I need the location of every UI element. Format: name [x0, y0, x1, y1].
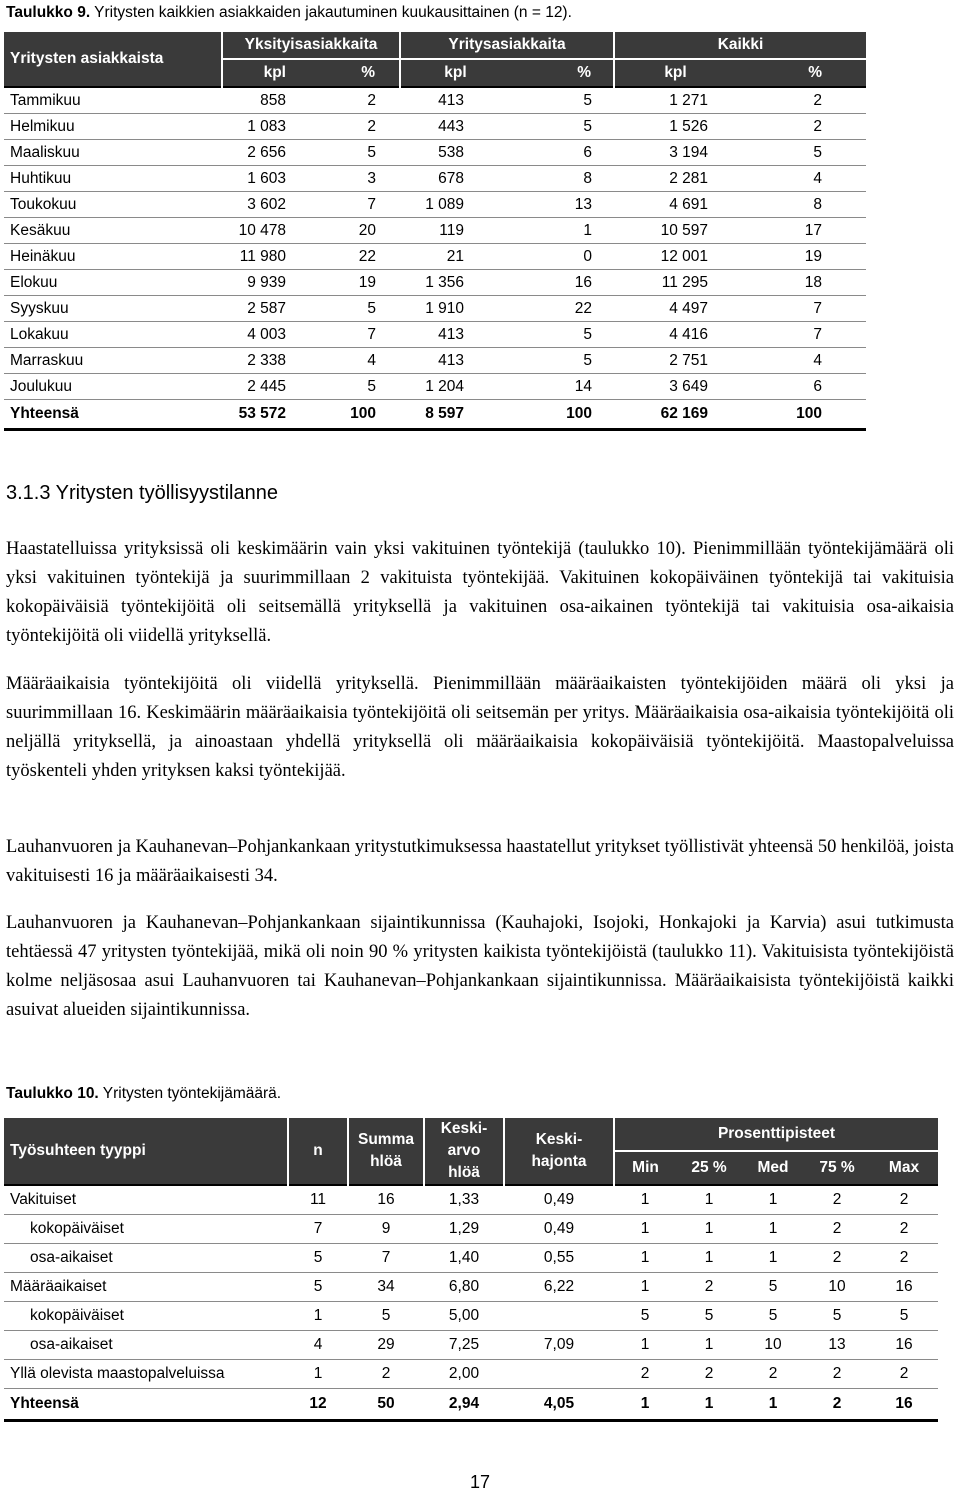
table-cell: 5	[676, 1302, 742, 1331]
table-cell: 2	[736, 87, 866, 114]
table-cell: 10	[742, 1331, 804, 1360]
table-cell: 14	[510, 374, 614, 400]
table-cell: 3 602	[222, 192, 296, 218]
table-cell: 538	[400, 140, 510, 166]
employees-table	[4, 1118, 938, 1422]
paragraph-2: Määräaikaisia työntekijöitä oli viidellä yrityksellä. Pienimmillään määräaikaisten työntekijöiden määrä oli yksi ja suurimmillaan 16. Keskimäärin määräaikaisia työntekijöitä oli seitsemän per yritys. Määräaikaisia osa-aikaisia työntekijöitä oli neljällä yrityksellä, ja ainoastaan yhdellä yrityksellä oli määräaikaisia kokopäiväisiä työntekijöitä. Maastopalveluissa työskenteli yhden yrityksen kaksi työntekijää.	[6, 674, 954, 781]
table-cell: 1	[676, 1215, 742, 1244]
header-type: Työsuhteen tyyppi	[4, 1118, 288, 1185]
row-label: Vakituiset	[4, 1185, 288, 1215]
table9-caption	[6, 4, 572, 22]
table-cell: 2	[676, 1360, 742, 1389]
table-cell: 1 910	[400, 296, 510, 322]
row-label: osa-aikaiset	[4, 1331, 288, 1360]
table-cell: 7	[348, 1244, 424, 1273]
table-row	[4, 348, 866, 374]
row-label: Huhtikuu	[4, 166, 222, 192]
table-cell: 5	[870, 1302, 938, 1331]
table-cell: 5	[742, 1273, 804, 1302]
row-label: kokopäiväiset	[4, 1215, 288, 1244]
table-cell: 50	[348, 1389, 424, 1421]
table-cell: 1,29	[424, 1215, 504, 1244]
table-cell: 5	[614, 1302, 676, 1331]
header-max: Max	[870, 1151, 938, 1185]
table-cell: 1,40	[424, 1244, 504, 1273]
group-header-business: Yritysasiakkaita	[400, 32, 614, 59]
table-cell: 5	[288, 1244, 348, 1273]
table-row	[4, 1273, 938, 1302]
table-cell: 5	[510, 348, 614, 374]
table-cell: 0,55	[504, 1244, 614, 1273]
header-med: Med	[742, 1151, 804, 1185]
table-cell: 3 194	[614, 140, 736, 166]
row-label: Määräaikaiset	[4, 1273, 288, 1302]
group-header-all: Kaikki	[614, 32, 866, 59]
table-cell: 2	[804, 1215, 870, 1244]
table-cell: 1 271	[614, 87, 736, 114]
table-cell: 1 603	[222, 166, 296, 192]
table-cell: 1	[614, 1244, 676, 1273]
table-cell: 19	[296, 270, 400, 296]
table-cell: 34	[348, 1273, 424, 1302]
paragraph-1: Haastatelluissa yrityksissä oli keskimäärin vain yksi vakituinen työntekijä (taulukko 10). Pienimmillään työntekijämäärä oli yksi vakituinen työntekijä ja suurimmillaan 2 vakituista työntekijää. Vakituinen kokopäiväinen työntekijä tai vakituisia kokopäiväisiä työntekijöitä oli seitsemällä yrityksellä ja vakituinen osa-aikainen työntekijä tai vakituisia osa-aikaisia työntekijöitä oli viidellä yrityksellä.	[6, 539, 954, 646]
table-cell: 6,22	[504, 1273, 614, 1302]
paragraph-4: Lauhanvuoren ja Kauhanevan–Pohjankankaan sijaintikunnissa (Kauhajoki, Isojoki, Honkajoki ja Karvia) asui tutkimusta tehtäessä 47 yritysten työntekijää, mikä oli noin 90 % yritysten kaikista työntekijöistä (taulukko 11). Vakituisista työntekijöistä kolme neljäsosaa asui Lauhanvuoren tai Kauhanevan–Pohjankankaan sijaintikunnissa. Määräaikaisista työntekijöistä kaikki asuivat alueiden sijaintikunnissa.	[6, 913, 954, 1020]
row-label: Heinäkuu	[4, 244, 222, 270]
row-label: kokopäiväiset	[4, 1302, 288, 1331]
table-cell: 9 939	[222, 270, 296, 296]
table-cell: 4	[288, 1331, 348, 1360]
table-cell: 6	[510, 140, 614, 166]
table-cell: 858	[222, 87, 296, 114]
table-row	[4, 218, 866, 244]
table-cell: 5	[296, 374, 400, 400]
table-cell: 2,00	[424, 1360, 504, 1389]
table-cell: 1	[742, 1185, 804, 1215]
subheader-pct: %	[510, 59, 614, 87]
table-cell: 1	[288, 1360, 348, 1389]
table-cell: 6	[736, 374, 866, 400]
table-cell: 1	[742, 1389, 804, 1421]
table-cell: 4	[296, 348, 400, 374]
table-cell: 4 416	[614, 322, 736, 348]
table-cell: 2	[870, 1244, 938, 1273]
row-label: Elokuu	[4, 270, 222, 296]
table-cell: 2	[296, 87, 400, 114]
table-cell: 16	[348, 1185, 424, 1215]
table-cell: 4	[736, 348, 866, 374]
header-q25: 25 %	[676, 1151, 742, 1185]
table-cell: 2	[870, 1360, 938, 1389]
page-number: 17	[470, 1472, 491, 1492]
table-row	[4, 374, 866, 400]
table-cell: 22	[296, 244, 400, 270]
table10-caption-text: Yritysten työntekijämäärä.	[98, 1085, 282, 1102]
table-row	[4, 1331, 938, 1360]
table-cell: 413	[400, 87, 510, 114]
table-cell: 11 295	[614, 270, 736, 296]
table-cell: 16	[870, 1331, 938, 1360]
table-cell	[504, 1302, 614, 1331]
table-cell: 2,94	[424, 1389, 504, 1421]
table-cell: 1	[676, 1389, 742, 1421]
table-cell: 1	[288, 1302, 348, 1331]
table-cell: 100	[296, 400, 400, 430]
group-header-private: Yksityisasiakkaita	[222, 32, 400, 59]
table-cell: 7,25	[424, 1331, 504, 1360]
table-cell: 2	[614, 1360, 676, 1389]
table-cell: 12 001	[614, 244, 736, 270]
table-cell: 100	[510, 400, 614, 430]
table10-caption	[6, 1085, 281, 1103]
table-cell: 53 572	[222, 400, 296, 430]
total-row	[4, 1389, 938, 1421]
table-row	[4, 1185, 938, 1215]
table-cell: 1	[614, 1273, 676, 1302]
table-cell: 5	[742, 1302, 804, 1331]
table-cell: 5	[804, 1302, 870, 1331]
table-cell: 7	[736, 296, 866, 322]
table-cell: 1	[614, 1331, 676, 1360]
row-label: Yllä olevista maastopalveluissa	[4, 1360, 288, 1389]
header-n: n	[288, 1118, 348, 1185]
table-cell: 119	[400, 218, 510, 244]
table-cell: 2	[804, 1360, 870, 1389]
table-row	[4, 1244, 938, 1273]
table-cell: 10 478	[222, 218, 296, 244]
table-cell: 1	[614, 1215, 676, 1244]
table-cell: 5,00	[424, 1302, 504, 1331]
row-label: Syyskuu	[4, 296, 222, 322]
header-mean: Keski-arvo hlöä	[424, 1118, 504, 1185]
table-cell: 4,05	[504, 1389, 614, 1421]
table-cell: 21	[400, 244, 510, 270]
table-row	[4, 87, 866, 114]
row-label: Tammikuu	[4, 87, 222, 114]
table-row	[4, 1360, 938, 1389]
subheader-pct: %	[736, 59, 866, 87]
table-cell: 2	[870, 1185, 938, 1215]
table-cell: 9	[348, 1215, 424, 1244]
table-cell: 7,09	[504, 1331, 614, 1360]
table-cell: 413	[400, 348, 510, 374]
table-cell: 4 691	[614, 192, 736, 218]
table-cell: 1,33	[424, 1185, 504, 1215]
table-row	[4, 1215, 938, 1244]
table-cell: 2 445	[222, 374, 296, 400]
table-cell: 5	[348, 1302, 424, 1331]
table-cell: 11 980	[222, 244, 296, 270]
header-min: Min	[614, 1151, 676, 1185]
table-cell: 4	[736, 166, 866, 192]
table-row	[4, 296, 866, 322]
table-cell: 5	[510, 322, 614, 348]
table-cell: 0	[510, 244, 614, 270]
table-cell: 12	[288, 1389, 348, 1421]
table-cell: 2	[296, 114, 400, 140]
total-row	[4, 400, 866, 430]
table-cell: 1 089	[400, 192, 510, 218]
row-label: osa-aikaiset	[4, 1244, 288, 1273]
table-cell: 13	[804, 1331, 870, 1360]
table-cell	[504, 1360, 614, 1389]
section-heading: 3.1.3 Yritysten työllisyystilanne	[6, 482, 278, 504]
table-cell: 0,49	[504, 1185, 614, 1215]
table-row	[4, 166, 866, 192]
table-cell: 11	[288, 1185, 348, 1215]
table-cell: 22	[510, 296, 614, 322]
table-row	[4, 140, 866, 166]
table-cell: 1	[614, 1185, 676, 1215]
corner-header: Yritysten asiakkaista	[4, 32, 222, 87]
table-cell: 1 526	[614, 114, 736, 140]
table-cell: 2	[348, 1360, 424, 1389]
row-label: Maaliskuu	[4, 140, 222, 166]
subheader-kpl: kpl	[400, 59, 510, 87]
table-cell: 2	[676, 1273, 742, 1302]
subheader-kpl: kpl	[222, 59, 296, 87]
table-cell: 1	[676, 1244, 742, 1273]
table-cell: 13	[510, 192, 614, 218]
table-cell: 2	[742, 1360, 804, 1389]
table-cell: 1 204	[400, 374, 510, 400]
header-sd: Keski-hajonta	[504, 1118, 614, 1185]
table-cell: 16	[870, 1389, 938, 1421]
table-cell: 6,80	[424, 1273, 504, 1302]
table-cell: 7	[736, 322, 866, 348]
table-cell: 2	[804, 1244, 870, 1273]
table-cell: 62 169	[614, 400, 736, 430]
row-label: Lokakuu	[4, 322, 222, 348]
header-percentiles: Prosenttipisteet	[614, 1118, 938, 1151]
row-label: Yhteensä	[4, 400, 222, 430]
row-label: Joulukuu	[4, 374, 222, 400]
subheader-pct: %	[296, 59, 400, 87]
header-sum: Summa hlöä	[348, 1118, 424, 1185]
table-cell: 2 338	[222, 348, 296, 374]
paragraph-3: Lauhanvuoren ja Kauhanevan–Pohjankankaan yritystutkimuksessa haastatellut yritykset työllistivät yhteensä 50 henkilöä, joista vakituisesti 16 ja määräaikaisesti 34.	[6, 837, 954, 886]
table-cell: 1	[510, 218, 614, 244]
table-cell: 2 656	[222, 140, 296, 166]
table-cell: 443	[400, 114, 510, 140]
table-cell: 16	[870, 1273, 938, 1302]
subheader-kpl: kpl	[614, 59, 736, 87]
table-row	[4, 192, 866, 218]
table-cell: 7	[288, 1215, 348, 1244]
row-label: Yhteensä	[4, 1389, 288, 1421]
table-cell: 678	[400, 166, 510, 192]
table-row	[4, 270, 866, 296]
table-cell: 3 649	[614, 374, 736, 400]
table-cell: 5	[510, 87, 614, 114]
table-cell: 2	[804, 1389, 870, 1421]
table-cell: 5	[510, 114, 614, 140]
table-cell: 2	[870, 1215, 938, 1244]
row-label: Helmikuu	[4, 114, 222, 140]
table-cell: 2 281	[614, 166, 736, 192]
header-q75: 75 %	[804, 1151, 870, 1185]
table-row	[4, 1302, 938, 1331]
table-cell: 1	[742, 1215, 804, 1244]
table-cell: 5	[736, 140, 866, 166]
table-cell: 18	[736, 270, 866, 296]
table-cell: 2 751	[614, 348, 736, 374]
table-cell: 2	[736, 114, 866, 140]
row-label: Marraskuu	[4, 348, 222, 374]
table-cell: 8	[736, 192, 866, 218]
table-cell: 1	[676, 1331, 742, 1360]
table10-caption-number: Taulukko 10.	[6, 1085, 99, 1102]
table-cell: 7	[296, 322, 400, 348]
table-cell: 2	[804, 1185, 870, 1215]
table-cell: 8	[510, 166, 614, 192]
table-cell: 5	[288, 1273, 348, 1302]
table9-caption-text: Yritysten kaikkien asiakkaiden jakautuminen kuukausittainen (n = 12).	[90, 4, 572, 21]
table-cell: 1	[676, 1185, 742, 1215]
table-row	[4, 244, 866, 270]
table-cell: 4 497	[614, 296, 736, 322]
row-label: Toukokuu	[4, 192, 222, 218]
table-cell: 5	[296, 140, 400, 166]
table-cell: 2 587	[222, 296, 296, 322]
table-cell: 5	[296, 296, 400, 322]
row-label: Kesäkuu	[4, 218, 222, 244]
table-cell: 4 003	[222, 322, 296, 348]
table-cell: 7	[296, 192, 400, 218]
table-cell: 1 083	[222, 114, 296, 140]
table-cell: 100	[736, 400, 866, 430]
table-cell: 1	[614, 1389, 676, 1421]
table-row	[4, 114, 866, 140]
table-cell: 20	[296, 218, 400, 244]
table-cell: 29	[348, 1331, 424, 1360]
table-row	[4, 322, 866, 348]
table-cell: 17	[736, 218, 866, 244]
table-cell: 10 597	[614, 218, 736, 244]
table-cell: 3	[296, 166, 400, 192]
table-cell: 1 356	[400, 270, 510, 296]
table-cell: 413	[400, 322, 510, 348]
table-cell: 1	[742, 1244, 804, 1273]
table-cell: 16	[510, 270, 614, 296]
table-cell: 10	[804, 1273, 870, 1302]
table-cell: 19	[736, 244, 866, 270]
monthly-customers-table	[4, 32, 866, 431]
table-cell: 8 597	[400, 400, 510, 430]
table-cell: 0,49	[504, 1215, 614, 1244]
table9-caption-number: Taulukko 9.	[6, 4, 91, 21]
